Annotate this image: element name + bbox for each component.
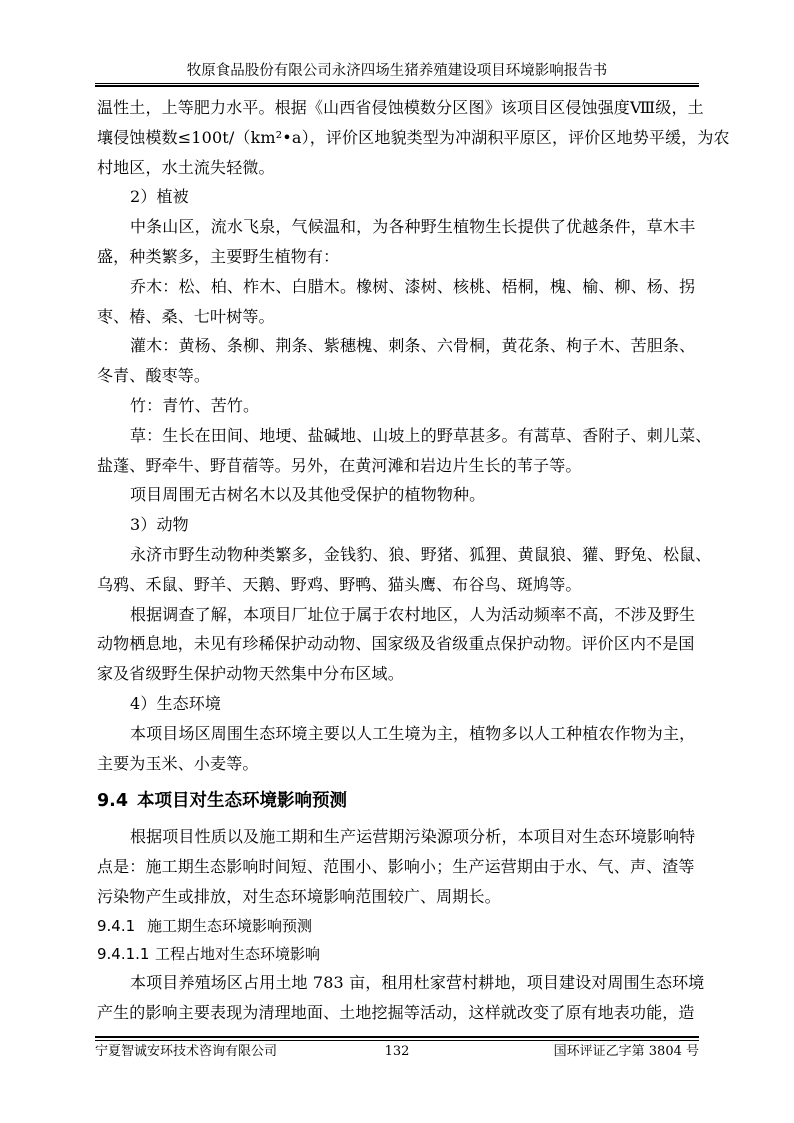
text-line: 本项目场区周围生态环境主要以人工生境为主，植物多以人工种植农作物为主， bbox=[130, 723, 696, 743]
section-title: 施工期生态环境影响预测 bbox=[147, 916, 313, 935]
section-number: 9.4 bbox=[97, 791, 129, 812]
text-line: 冬青、酸枣等。 bbox=[97, 366, 211, 386]
text-line: 主要为玉米、小麦等。 bbox=[97, 753, 259, 773]
page-body bbox=[97, 93, 730, 1027]
section-heading-9-4-1 bbox=[97, 912, 697, 940]
footer-company: 宁夏智诚安环技术咨询有限公司 bbox=[95, 1044, 278, 1059]
body-block-vegetation-fauna bbox=[97, 93, 730, 778]
page-number: 132 bbox=[384, 1044, 410, 1059]
footer-certificate: 国环评证乙字第 3804 号 bbox=[553, 1044, 699, 1059]
section-number: 9.4.1 bbox=[97, 916, 136, 935]
text-line: 动物栖息地，未见有珍稀保护动动物、国家级及省级重点保护动物。评价区内不是国 bbox=[97, 634, 695, 654]
text-line: 永济市野生动物种类繁多，金钱豹、狼、野猪、狐狸、黄鼠狼、獾、野兔、松鼠、 bbox=[130, 544, 712, 564]
section-heading-9-4-1-1 bbox=[97, 940, 697, 968]
text-line: 污染物产生或排放，对生态环境影响范围较广、周期长。 bbox=[97, 886, 501, 906]
header-title: 牧原食品股份有限公司永济四场生猪养殖建设项目环境影响报告书 bbox=[186, 63, 608, 79]
section-number: 9.4.1.1 bbox=[97, 944, 150, 963]
section-title: 工程占地对生态环境影响 bbox=[155, 944, 321, 963]
page-footer bbox=[95, 1043, 699, 1061]
text-line: 本项目养殖场区占用土地 783 亩，租用杜家营村耕地，项目建设对周围生态环境 bbox=[130, 972, 705, 992]
text-line: 项目周围无古树名木以及其他受保护的植物物种。 bbox=[130, 485, 486, 505]
text-line: 竹：青竹、苦竹。 bbox=[130, 395, 260, 415]
text-line: 村地区，水土流失轻微。 bbox=[97, 157, 275, 177]
text-line: 温性土，上等肥力水平。根据《山西省侵蚀模数分区图》该项目区侵蚀强度Ⅷ级，土 bbox=[97, 98, 704, 117]
text-line: 灌木：黄杨、条柳、荆条、紫穗槐、刺条、六骨桐，黄花条、枸子木、苦胆条、 bbox=[130, 336, 696, 356]
footer-rule bbox=[95, 1036, 699, 1038]
body-block-impact-intro bbox=[97, 822, 697, 911]
section-title: 本项目对生态环境影响预测 bbox=[137, 791, 347, 812]
text-line: 3）动物 bbox=[130, 515, 189, 535]
section-heading-9-4 bbox=[97, 782, 697, 820]
text-line: 乌鸦、禾鼠、野羊、天鹅、野鸡、野鸭、猫头鹰、布谷鸟、斑鸠等。 bbox=[97, 574, 582, 594]
text-line: 4）生态环境 bbox=[130, 693, 222, 713]
body-block-land-use bbox=[97, 968, 705, 1028]
page-header bbox=[95, 62, 699, 84]
text-line: 壤侵蚀模数≤100t/（km²•a），评价区地貌类型为冲湖积平原区，评价区地势平缓，为农 bbox=[97, 127, 730, 147]
text-line: 2）植被 bbox=[130, 187, 189, 207]
text-line: 家及省级野生保护动物天然集中分布区域。 bbox=[97, 664, 404, 684]
text-line: 盐蓬、野牵牛、野苜蓿等。另外，在黄河滩和岩边片生长的苇子等。 bbox=[97, 455, 582, 475]
text-line: 根据项目性质以及施工期和生产运营期污染源项分析，本项目对生态环境影响特 bbox=[130, 827, 696, 847]
text-line: 草：生长在田间、地埂、盐碱地、山坡上的野草甚多。有蒿草、香附子、刺儿菜、 bbox=[130, 425, 712, 445]
text-line: 中条山区，流水飞泉，气候温和，为各种野生植物生长提供了优越条件，草木丰 bbox=[130, 217, 696, 237]
text-line: 盛，种类繁多，主要野生植物有： bbox=[97, 246, 340, 266]
text-line: 点是：施工期生态影响时间短、范围小、影响小；生产运营期由于水、气、声、渣等 bbox=[97, 857, 695, 877]
text-line: 根据调查了解，本项目厂址位于属于农村地区，人为活动频率不高，不涉及野生 bbox=[130, 604, 696, 624]
text-line: 产生的影响主要表现为清理地面、土地挖掘等活动，这样就改变了原有地表功能，造 bbox=[97, 1002, 695, 1022]
text-line: 乔木：松、柏、柞木、白腊木。橡树、漆树、核桃、梧桐，槐、榆、柳、杨、拐 bbox=[130, 276, 696, 296]
text-line: 枣、椿、桑、七叶树等。 bbox=[97, 306, 275, 326]
